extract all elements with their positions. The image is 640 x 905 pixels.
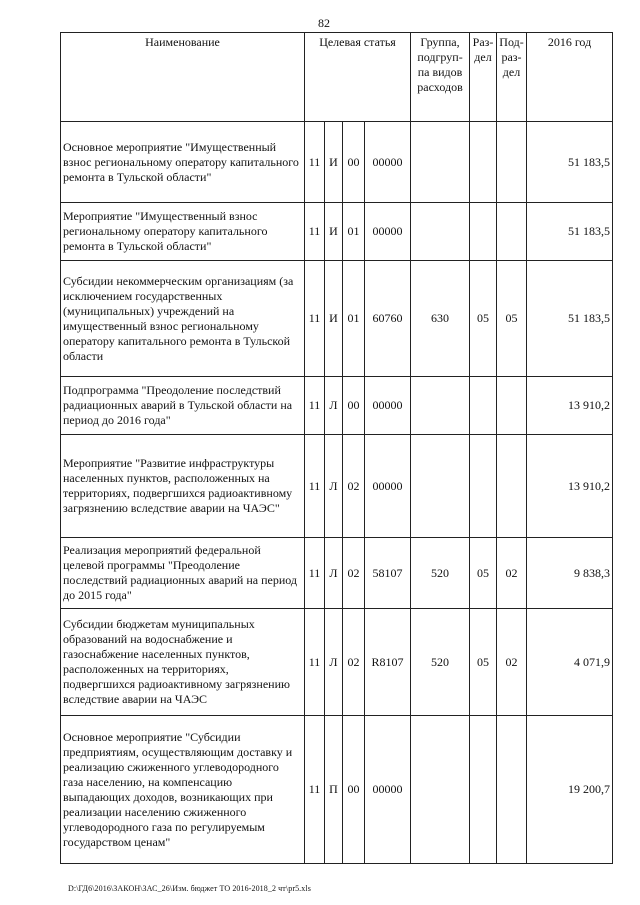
- row-name: Реализация мероприятий федеральной целевой программы "Преодоление последствий радиационных аварий на период до 2015 года": [61, 538, 305, 609]
- row-name: Основное мероприятие "Имущественный взнос региональному оператору капитального ремонта в Тульской области": [61, 122, 305, 203]
- target-code-activity: 00: [343, 122, 365, 203]
- target-code-subprogram: Л: [325, 609, 343, 716]
- target-code-subprogram: И: [325, 122, 343, 203]
- expense-group: 520: [411, 609, 470, 716]
- target-code-program: 11: [305, 261, 325, 377]
- target-code-activity: 02: [343, 435, 365, 538]
- target-code-activity: 00: [343, 716, 365, 864]
- target-code-subprogram: Л: [325, 538, 343, 609]
- row-name: Субсидии бюджетам муниципальных образований на водоснабжение и газоснабжение населенных пунктов, расположенных на территориях, подвергшихся радиоактивному загрязнению вследствие аварии на ЧАЭС: [61, 609, 305, 716]
- amount-2016: 9 838,3: [527, 538, 613, 609]
- row-name: Основное мероприятие "Субсидии предприятиям, осуществляющим доставку и реализацию сжиженного углеводородного газа населению, на компенсацию выпадающих доходов, возникающих при реализации населению сжиженного углеводородного газа по регулируемым государством ценам": [61, 716, 305, 864]
- table-row: [61, 538, 613, 609]
- expense-group: 520: [411, 538, 470, 609]
- table-row: [61, 122, 613, 203]
- subsection-code: [497, 716, 527, 864]
- amount-2016: 4 071,9: [527, 609, 613, 716]
- subsection-code: 02: [497, 538, 527, 609]
- target-code-direction: 60760: [365, 261, 411, 377]
- table-row: [61, 203, 613, 261]
- target-code-subprogram: Л: [325, 377, 343, 435]
- row-name: Субсидии некоммерческим организациям (за исключением государственных (муниципальных) учреждений на имущественный взнос региональному оператору капитального ремонта в Тульской области: [61, 261, 305, 377]
- section-code: [470, 716, 497, 864]
- amount-2016: 19 200,7: [527, 716, 613, 864]
- table-row: [61, 609, 613, 716]
- header-target: Целевая статья: [305, 33, 411, 122]
- subsection-code: 02: [497, 609, 527, 716]
- target-code-program: 11: [305, 609, 325, 716]
- section-code: [470, 122, 497, 203]
- target-code-subprogram: И: [325, 203, 343, 261]
- expense-group: [411, 377, 470, 435]
- target-code-direction: 00000: [365, 203, 411, 261]
- header-section: Раз-дел: [470, 33, 497, 122]
- amount-2016: 51 183,5: [527, 203, 613, 261]
- subsection-code: [497, 122, 527, 203]
- row-name: Подпрограмма "Преодоление последствий радиационных аварий в Тульской области на период до 2016 года": [61, 377, 305, 435]
- target-code-subprogram: И: [325, 261, 343, 377]
- target-code-subprogram: П: [325, 716, 343, 864]
- amount-2016: 51 183,5: [527, 122, 613, 203]
- target-code-activity: 02: [343, 609, 365, 716]
- target-code-program: 11: [305, 377, 325, 435]
- expense-group: [411, 435, 470, 538]
- expense-group: [411, 122, 470, 203]
- target-code-direction: 58107: [365, 538, 411, 609]
- target-code-direction: R8107: [365, 609, 411, 716]
- header-group: Группа, подгруп-па видов расходов: [411, 33, 470, 122]
- amount-2016: 51 183,5: [527, 261, 613, 377]
- target-code-activity: 02: [343, 538, 365, 609]
- target-code-program: 11: [305, 203, 325, 261]
- page-number: 82: [318, 16, 330, 30]
- target-code-program: 11: [305, 435, 325, 538]
- target-code-program: 11: [305, 122, 325, 203]
- subsection-code: [497, 435, 527, 538]
- table-row: [61, 716, 613, 864]
- target-code-subprogram: Л: [325, 435, 343, 538]
- subsection-code: 05: [497, 261, 527, 377]
- section-code: [470, 203, 497, 261]
- target-code-program: 11: [305, 716, 325, 864]
- section-code: 05: [470, 609, 497, 716]
- target-code-direction: 00000: [365, 716, 411, 864]
- table-row: [61, 377, 613, 435]
- target-code-activity: 00: [343, 377, 365, 435]
- section-code: 05: [470, 538, 497, 609]
- budget-table: [60, 32, 613, 864]
- table-header-row: [61, 33, 613, 122]
- table-row: [61, 435, 613, 538]
- table-row: [61, 261, 613, 377]
- target-code-direction: 00000: [365, 122, 411, 203]
- header-subsection: Под-раз-дел: [497, 33, 527, 122]
- row-name: Мероприятие "Развитие инфраструктуры населенных пунктов, расположенных на территориях, подвергшихся радиоактивному загрязнению вследствие аварии на ЧАЭС": [61, 435, 305, 538]
- header-name: Наименование: [61, 33, 305, 122]
- subsection-code: [497, 203, 527, 261]
- target-code-direction: 00000: [365, 435, 411, 538]
- target-code-direction: 00000: [365, 377, 411, 435]
- header-year: 2016 год: [527, 33, 613, 122]
- section-code: [470, 435, 497, 538]
- amount-2016: 13 910,2: [527, 435, 613, 538]
- target-code-activity: 01: [343, 203, 365, 261]
- amount-2016: 13 910,2: [527, 377, 613, 435]
- subsection-code: [497, 377, 527, 435]
- target-code-activity: 01: [343, 261, 365, 377]
- expense-group: [411, 203, 470, 261]
- row-name: Мероприятие "Имущественный взнос региональному оператору капитального ремонта в Тульской области": [61, 203, 305, 261]
- section-code: 05: [470, 261, 497, 377]
- expense-group: [411, 716, 470, 864]
- section-code: [470, 377, 497, 435]
- file-path-footer: D:\ГД6\2016\ЗАКОН\ЗАС_26\Изм. бюджет ТО 2016-2018_2 чт\pr5.xls: [68, 884, 311, 893]
- target-code-program: 11: [305, 538, 325, 609]
- expense-group: 630: [411, 261, 470, 377]
